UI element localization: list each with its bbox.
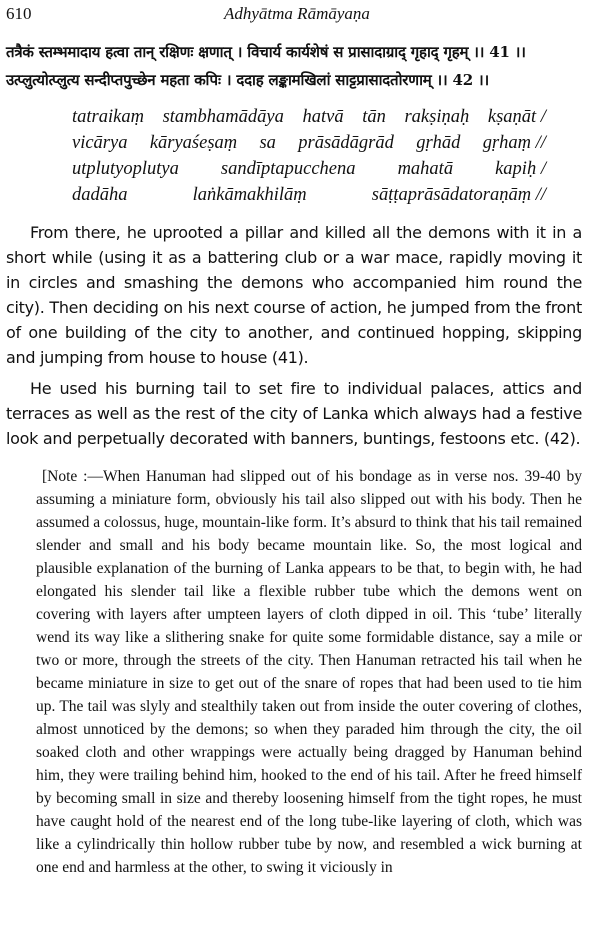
transliteration-block [6,104,582,208]
transliteration-word: hatvā [302,107,344,127]
transliteration-word: tān [362,107,386,127]
transliteration-line [72,182,546,208]
transliteration-word: gṛhaṃ // [482,133,546,153]
sanskrit-verses [6,38,582,94]
transliteration-word: tatraikaṃ [72,107,144,127]
transliteration-word: mahatā [397,159,454,179]
transliteration-word: sandīptapucchena [220,159,356,179]
transliteration-word: kāryaśeṣaṃ [149,133,238,153]
sanskrit-verse-41: तत्रैकं स्तम्भमादाय हत्वा तान् रक्षिणः क्षणात् । विचार्य कार्यशेषं स प्रासादाग्राद् गृहाद् गृहम् ।। 41 ।। [6,43,526,61]
translation-paragraph-42: He used his burning tail to set fire to individual palaces, attics and terraces as well as the rest of the city of Lanka which always had a festive look and perpetually decorated with banners, buntings, festoons etc. (42). [6,379,582,448]
transliteration-line [72,156,546,182]
page-number: 610 [6,4,32,23]
translation-paragraph-41: From there, he uprooted a pillar and killed all the demons with it in a short while (using it as a battering club or a war mace, rapidly moving it in circles and smashing the demons who accompanied him round the city). Then deciding on his next course of action, he jumped from the front of one building of the city to another, and continued hopping, skipping and jumping from house to house (41). [6,223,582,367]
transliteration-word: kapiḥ / [495,159,546,179]
transliteration-word: rakṣiṇaḥ [404,107,470,127]
transliteration-word: laṅkāmakhilāṃ [192,185,307,205]
transliteration-word: gṛhād [416,133,461,153]
explanatory-note: [Note :—When Hanuman had slipped out of his bondage as in verse nos. 39-40 by assuming a miniature form, obviously his tail also slipped out with his body. Then he assumed a colossus, huge, mountain-like form. It’s absurd to think that his tail remained slender and small and his body became mountain like. So, the most logical and plausible explanation of the burning of Lanka appears to be that, to begin with, he had elongated his slender tail like a flexible rubber tube which the demons went on covering with layers after umpteen layers of cloth dipped in oil. This ‘tube’ literally wend its way like a slithering snake for quite some formidable distance, say a mile or two or more, through the streets of the city. Then Hanuman retracted his tail when he became miniature in size to get out of the snare of ropes that had been used to tie him up. The tail was slyly and stealthily taken out from inside the outer covering of clothes, almost unnoticed by the demons; so when they paraded him through the city, the oil soaked cloth and other wrappings were actually being dragged by Hanuman behind him, they were trailing behind him, hooked to the end of his tail. After he freed himself by becoming small in size and thereby loosening himself from the tight ropes, he must have caught hold of the nearest end of the long tube-like layering of cloth, which was like a cylindrically thin hollow rubber tube by now, and resembled a wick burning at one end and harmless at the other, to swing it viciously in [36,468,582,876]
transliteration-line [72,104,546,130]
transliteration-word: stambhamādāya [162,107,284,127]
running-head [6,0,582,28]
sanskrit-verse-42: उत्प्लुत्योत्प्लुत्य सन्दीप्तपुच्छेन महता कपिः । ददाह लङ्कामखिलां साट्टप्रासादतोरणाम् ।। 42 ।। [6,71,489,89]
book-title: Adhyātma Rāmāyaṇa [224,4,370,23]
transliteration-word: kṣaṇāt / [487,107,546,127]
transliteration-word: sāṭṭaprāsādatoraṇāṃ // [371,185,546,205]
transliteration-word: dadāha [72,185,128,205]
transliteration-line [72,130,546,156]
transliteration-word: sa [259,133,276,153]
transliteration-word: vicārya [72,133,128,153]
transliteration-word: utplutyoplutya [72,159,179,179]
transliteration-word: prāsādāgrād [298,133,394,153]
